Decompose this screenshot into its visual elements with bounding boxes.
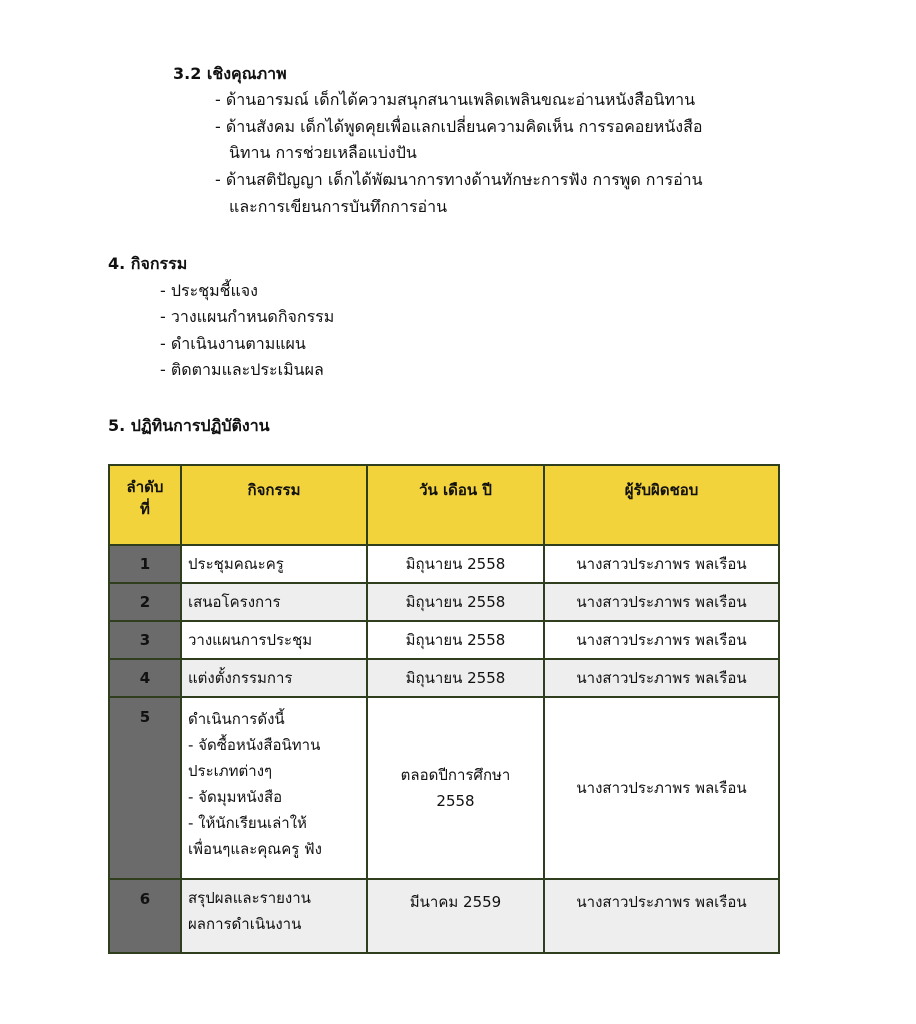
table-row [109, 545, 779, 583]
row-number: 2 [109, 583, 181, 621]
quality-item-social: - ด้านสังคม เด็กได้พูดคุยเพื่อแลกเปลี่ยนความคิดเห็น การรอคอยหนังสือ [215, 117, 703, 136]
row-number: 6 [109, 879, 181, 953]
quality-item-intellect: - ด้านสติปัญญา เด็กได้พัฒนาการทางด้านทักษะการฟัง การพูด การอ่าน [215, 170, 703, 189]
header-responsible: ผู้รับผิดชอบ [544, 465, 779, 545]
row-date: มิถุนายน 2558 [367, 621, 544, 659]
quality-item-social-cont: นิทาน การช่วยเหลือแบ่งปัน [229, 143, 417, 162]
row-date: มิถุนายน 2558 [367, 583, 544, 621]
header-activity: กิจกรรม [181, 465, 367, 545]
row-date: ตลอดปีการศึกษา 2558 [367, 697, 544, 879]
row-activity: เสนอโครงการ [181, 583, 367, 621]
table-row [109, 659, 779, 697]
quality-item-emotion: - ด้านอารมณ์ เด็กได้ความสนุกสนานเพลิดเพลินขณะอ่านหนังสือนิทาน [215, 90, 696, 109]
activity-item: - ติดตามและประเมินผล [160, 360, 324, 379]
table-row [109, 879, 779, 953]
header-order: ลำดับ ที่ [109, 465, 181, 545]
row-activity: ดำเนินการดังนี้ - จัดซื้อหนังสือนิทาน ประเภทต่างๆ - จัดมุมหนังสือ - ให้นักเรียนเล่าให้ เพื่อนๆและคุณครู ฟัง [181, 697, 367, 879]
table-row [109, 697, 779, 879]
row-activity: ประชุมคณะครู [181, 545, 367, 583]
section-4-heading: 4. กิจกรรม [108, 254, 188, 273]
row-activity: วางแผนการประชุม [181, 621, 367, 659]
table-row [109, 583, 779, 621]
row-responsible: นางสาวประภาพร พลเรือน [544, 583, 779, 621]
row-date: มิถุนายน 2558 [367, 659, 544, 697]
quality-item-intellect-cont: และการเขียนการบันทึกการอ่าน [229, 197, 448, 216]
activity-item: - ดำเนินงานตามแผน [160, 334, 306, 353]
row-responsible: นางสาวประภาพร พลเรือน [544, 697, 779, 879]
table-row [109, 621, 779, 659]
row-date: มีนาคม 2559 [367, 879, 544, 953]
row-activity: สรุปผลและรายงาน ผลการดำเนินงาน [181, 879, 367, 953]
activity-item: - ประชุมชี้แจง [160, 281, 258, 300]
activity-item: - วางแผนกำหนดกิจกรรม [160, 307, 335, 326]
section-5-heading: 5. ปฏิทินการปฏิบัติงาน [108, 416, 270, 435]
header-date: วัน เดือน ปี [367, 465, 544, 545]
section-3-2-heading: 3.2 เชิงคุณภาพ [173, 64, 287, 83]
row-responsible: นางสาวประภาพร พลเรือน [544, 545, 779, 583]
schedule-table [108, 464, 780, 954]
row-number: 3 [109, 621, 181, 659]
row-number: 5 [109, 697, 181, 879]
row-responsible: นางสาวประภาพร พลเรือน [544, 621, 779, 659]
row-responsible: นางสาวประภาพร พลเรือน [544, 659, 779, 697]
table-header-row [109, 465, 779, 545]
row-date: มิถุนายน 2558 [367, 545, 544, 583]
row-responsible: นางสาวประภาพร พลเรือน [544, 879, 779, 953]
row-activity: แต่งตั้งกรรมการ [181, 659, 367, 697]
row-number: 4 [109, 659, 181, 697]
row-number: 1 [109, 545, 181, 583]
